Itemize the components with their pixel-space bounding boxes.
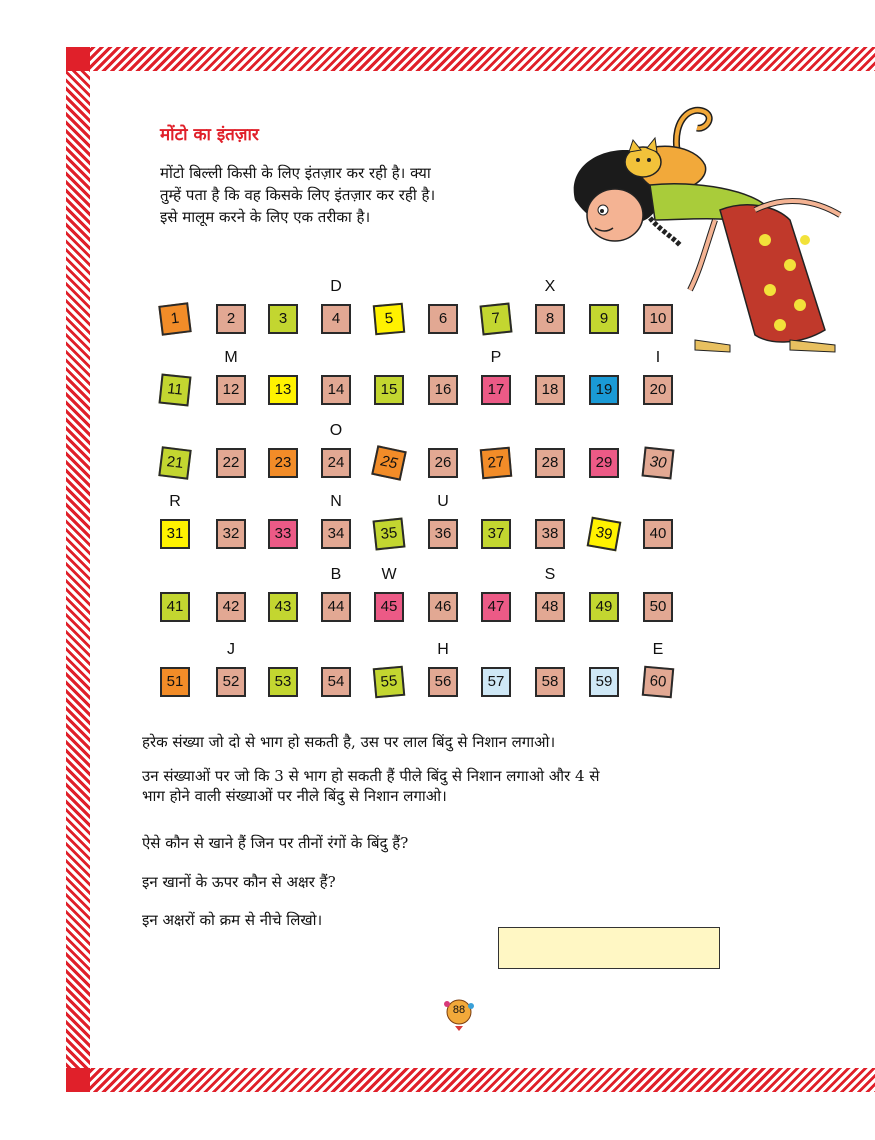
grid-letter: I <box>655 349 661 366</box>
grid-letter: N <box>330 493 342 510</box>
number-cell-26[interactable]: 26 <box>428 448 458 478</box>
instruction-write-letters: इन अक्षरों को क्रम से नीचे लिखो। <box>142 911 323 929</box>
question-letters: इन खानों के ऊपर कौन से अक्षर हैं? <box>142 873 336 891</box>
number-cell-55[interactable]: 55 <box>373 666 406 699</box>
number-cell-53[interactable]: 53 <box>268 667 298 697</box>
page-number: 88 <box>452 1004 466 1016</box>
number-cell-60[interactable]: 60 <box>642 666 675 699</box>
number-cell-24[interactable]: 24 <box>321 448 351 478</box>
number-cell-7[interactable]: 7 <box>480 303 513 336</box>
number-cell-45[interactable]: 45 <box>374 592 404 622</box>
number-cell-17[interactable]: 17 <box>481 375 511 405</box>
number-cell-3[interactable]: 3 <box>268 304 298 334</box>
number-cell-8[interactable]: 8 <box>535 304 565 334</box>
instruction-red-dots: हरेक संख्या जो दो से भाग हो सकती है, उस पर लाल बिंदु से निशान लगाओ। <box>142 733 556 751</box>
number-cell-34[interactable]: 34 <box>321 519 351 549</box>
grid-letter: J <box>227 641 235 658</box>
number-cell-52[interactable]: 52 <box>216 667 246 697</box>
grid-letter: R <box>169 493 181 510</box>
number-cell-56[interactable]: 56 <box>428 667 458 697</box>
bottom-border <box>66 1068 875 1092</box>
number-cell-21[interactable]: 21 <box>158 446 191 479</box>
number-cell-36[interactable]: 36 <box>428 519 458 549</box>
number-cell-59[interactable]: 59 <box>589 667 619 697</box>
number-cell-23[interactable]: 23 <box>268 448 298 478</box>
number-cell-49[interactable]: 49 <box>589 592 619 622</box>
grid-letter: P <box>490 349 502 366</box>
number-cell-57[interactable]: 57 <box>481 667 511 697</box>
number-cell-29[interactable]: 29 <box>589 448 619 478</box>
question-three-colors: ऐसे कौन से खाने हैं जिन पर तीनों रंगों के बिंदु हैं? <box>142 834 409 852</box>
corner-block <box>66 1068 90 1092</box>
number-cell-12[interactable]: 12 <box>216 375 246 405</box>
grid-letter: S <box>544 566 556 583</box>
number-cell-14[interactable]: 14 <box>321 375 351 405</box>
grid-letter: U <box>437 493 449 510</box>
intro-line: मोंटो बिल्ली किसी के लिए इंतज़ार कर रही है। क्या <box>160 164 431 182</box>
grid-letter: O <box>329 422 343 439</box>
number-cell-11[interactable]: 11 <box>159 374 192 407</box>
number-cell-28[interactable]: 28 <box>535 448 565 478</box>
number-cell-43[interactable]: 43 <box>268 592 298 622</box>
number-cell-6[interactable]: 6 <box>428 304 458 334</box>
number-cell-1[interactable]: 1 <box>158 302 191 335</box>
number-cell-32[interactable]: 32 <box>216 519 246 549</box>
number-cell-31[interactable]: 31 <box>160 519 190 549</box>
number-cell-19[interactable]: 19 <box>589 375 619 405</box>
top-border <box>66 47 875 71</box>
number-cell-51[interactable]: 51 <box>160 667 190 697</box>
grid-letter: W <box>381 566 397 583</box>
grid-letter: E <box>652 641 664 658</box>
number-cell-30[interactable]: 30 <box>642 447 675 480</box>
number-cell-47[interactable]: 47 <box>481 592 511 622</box>
intro-line: इसे मालूम करने के लिए एक तरीका है। <box>160 208 371 226</box>
number-cell-58[interactable]: 58 <box>535 667 565 697</box>
intro-line: तुम्हें पता है कि वह किसके लिए इंतज़ार कर रही है। <box>160 186 436 204</box>
number-cell-22[interactable]: 22 <box>216 448 246 478</box>
number-cell-2[interactable]: 2 <box>216 304 246 334</box>
grid-letter: D <box>330 278 342 295</box>
corner-block <box>66 47 90 71</box>
number-cell-48[interactable]: 48 <box>535 592 565 622</box>
section-title: मोंटो का इंतज़ार <box>160 125 259 145</box>
number-cell-5[interactable]: 5 <box>373 303 406 336</box>
number-cell-37[interactable]: 37 <box>481 519 511 549</box>
grid-letter: B <box>330 566 342 583</box>
number-cell-18[interactable]: 18 <box>535 375 565 405</box>
number-cell-16[interactable]: 16 <box>428 375 458 405</box>
number-cell-9[interactable]: 9 <box>589 304 619 334</box>
left-border <box>66 47 90 1092</box>
number-cell-46[interactable]: 46 <box>428 592 458 622</box>
answer-box[interactable] <box>498 927 720 969</box>
number-cell-33[interactable]: 33 <box>268 519 298 549</box>
number-cell-39[interactable]: 39 <box>587 517 622 552</box>
number-cell-15[interactable]: 15 <box>374 375 404 405</box>
number-cell-20[interactable]: 20 <box>643 375 673 405</box>
number-cell-13[interactable]: 13 <box>268 375 298 405</box>
intro-paragraph <box>160 162 540 228</box>
number-cell-10[interactable]: 10 <box>643 304 673 334</box>
number-cell-41[interactable]: 41 <box>160 592 190 622</box>
number-cell-38[interactable]: 38 <box>535 519 565 549</box>
grid-letter: H <box>437 641 449 658</box>
number-cell-40[interactable]: 40 <box>643 519 673 549</box>
number-cell-44[interactable]: 44 <box>321 592 351 622</box>
number-cell-54[interactable]: 54 <box>321 667 351 697</box>
number-cell-25[interactable]: 25 <box>371 445 407 481</box>
number-cell-27[interactable]: 27 <box>480 447 513 480</box>
number-cell-4[interactable]: 4 <box>321 304 351 334</box>
number-cell-50[interactable]: 50 <box>643 592 673 622</box>
instruction-yellow-blue-dots-line2: भाग होने वाली संख्याओं पर नीले बिंदु से निशान लगाओ। <box>142 787 447 805</box>
number-cell-35[interactable]: 35 <box>373 518 406 551</box>
grid-letter: X <box>544 278 556 295</box>
grid-letter: M <box>224 349 238 366</box>
number-cell-42[interactable]: 42 <box>216 592 246 622</box>
instruction-yellow-blue-dots-line1: उन संख्याओं पर जो कि 3 से भाग हो सकती हैं पीले बिंदु से निशान लगाओ और 4 से <box>142 767 600 785</box>
